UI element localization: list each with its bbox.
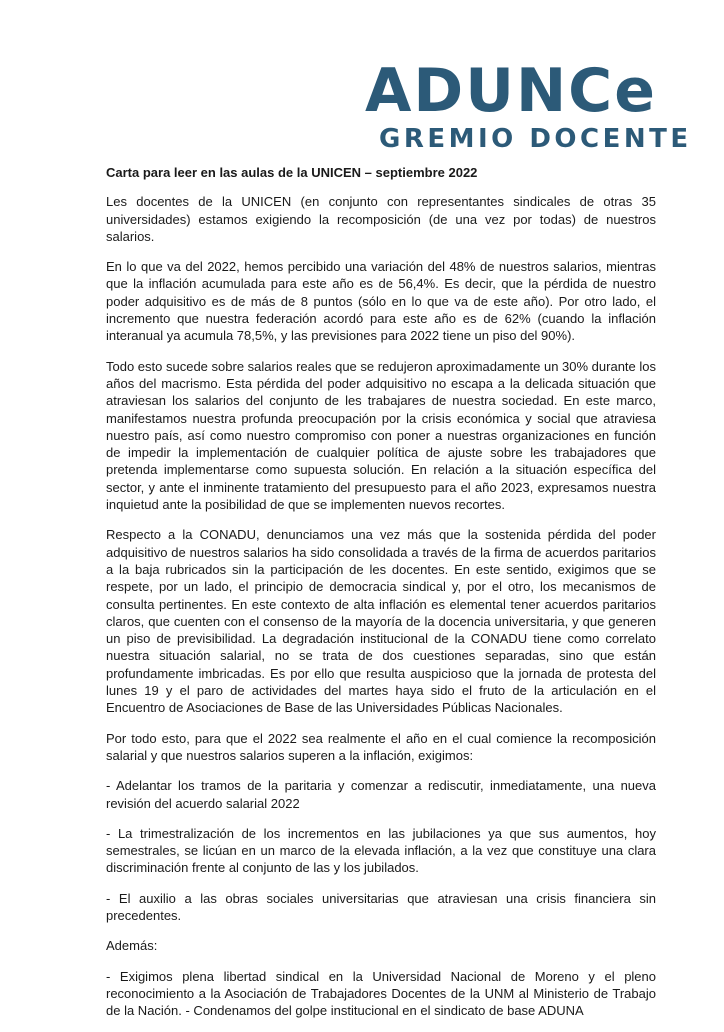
paragraph-conadu: Respecto a la CONADU, denunciamos una vez más que la sostenida pérdida del poder adquisitivo de nuestros salarios ha sido consolidada a través de la firma de acuerdos paritarios a la baja rubricados sin la participación de les docentes. En este sentido, exigimos que se respete, por un lado, el principio de democracia sindical y, por el otro, los mecanismos de consulta pertinentes. En este contexto de alta inflación es elemental tener acuerdos paritarios claros, que cuenten con el consenso de la mayoría de la docencia universitaria, y que generen un piso de previsibilidad. La degradación institucional de la CONADU tiene como correlato nuestra situación salarial, no se trata de dos cuestiones separadas, sino que están profundamente imbricadas. Es por ello que resulta auspicioso que la jornada de protesta del lunes 19 y el paro de actividades del martes haya sido el fruto de la articulación en el Encuentro de Asociaciones de Base de las Universidades Públicas Nacionales. [106, 527, 656, 716]
demand-item-libertad-sindical: - Exigimos plena libertad sindical en la Universidad Nacional de Moreno y el pleno reconocimiento a la Asociación de Trabajadores Docentes de la UNM al Ministerio de Trabajo de la Nación. - Condenamos del golpe institucional en el sindicato de base ADUNA [106, 968, 656, 1019]
paragraph-demands-intro: Por todo esto, para que el 2022 sea realmente el año en el cual comience la recomposición salarial y que nuestros salarios superen a la inflación, exigimos: [106, 730, 656, 763]
paragraph-real-salaries: Todo esto sucede sobre salarios reales que se redujeron aproximadamente un 30% durante los años del macrismo. Esta pérdida del poder adquisitivo no escapa a la delicada situación que atraviesan los salarios del conjunto de les trabajares de nuestra sociedad. En este marco, manifestamos nuestra profunda preocupación por la crisis económica y social que atraviesa nuestro país, así como nuestro compromiso con poner a nuestras organizaciones en función de impedir la implementación de cualquier política de ajuste sobre les trabajadores que pretenda implementarse como supuesta solución. En relación a la situación específica del sector, y ante el inminente tratamiento del presupuesto para el año 2023, expresamos nuestra inquietud ante la posibilidad de que se implementen nuevos recortes. [106, 358, 656, 513]
demand-item-paritaria: - Adelantar los tramos de la paritaria y comenzar a rediscutir, inmediatamente, una nueva revisión del acuerdo salarial 2022 [106, 778, 656, 811]
letter-body [106, 164, 656, 1032]
demand-item-obras-sociales: - El auxilio a las obras sociales universitarias que atraviesan una crisis financiera sin precedentes. [106, 890, 656, 923]
letter-title: Carta para leer en las aulas de la UNICEN – septiembre 2022 [106, 165, 478, 180]
paragraph-ademas: Además: [106, 938, 158, 954]
demand-item-jubilaciones: - La trimestralización de los incrementos en las jubilaciones ya que sus aumentos, hoy semestrales, se licúan en un marco de la elevada inflación, a la vez que constituye una clara discriminación frente al conjunto de las y los jubilados. [106, 825, 656, 876]
paragraph-intro: Les docentes de la UNICEN (en conjunto con representantes sindicales de otras 35 universidades) estamos exigiendo la recomposición (de una vez por todas) de nuestros salarios. [106, 194, 656, 244]
logo-name: ADUNCe [365, 56, 657, 126]
aduncE-logo [355, 56, 692, 158]
logo-subtitle: GREMIO DOCENTE [379, 124, 692, 154]
paragraph-inflation: En lo que va del 2022, hemos percibido una variación del 48% de nuestros salarios, mientras que la inflación acumulada para este año es de 56,4%. Es decir, que la pérdida de nuestro poder adquisitivo es de más de 8 puntos (sólo en lo que va de este año). Por otro lado, el incremento que nuestra federación acordó para este año es de 62% (cuando la inflación interanual ya acumula 78,5%, y las previsiones para 2022 tiene un piso del 90%). [106, 259, 656, 344]
